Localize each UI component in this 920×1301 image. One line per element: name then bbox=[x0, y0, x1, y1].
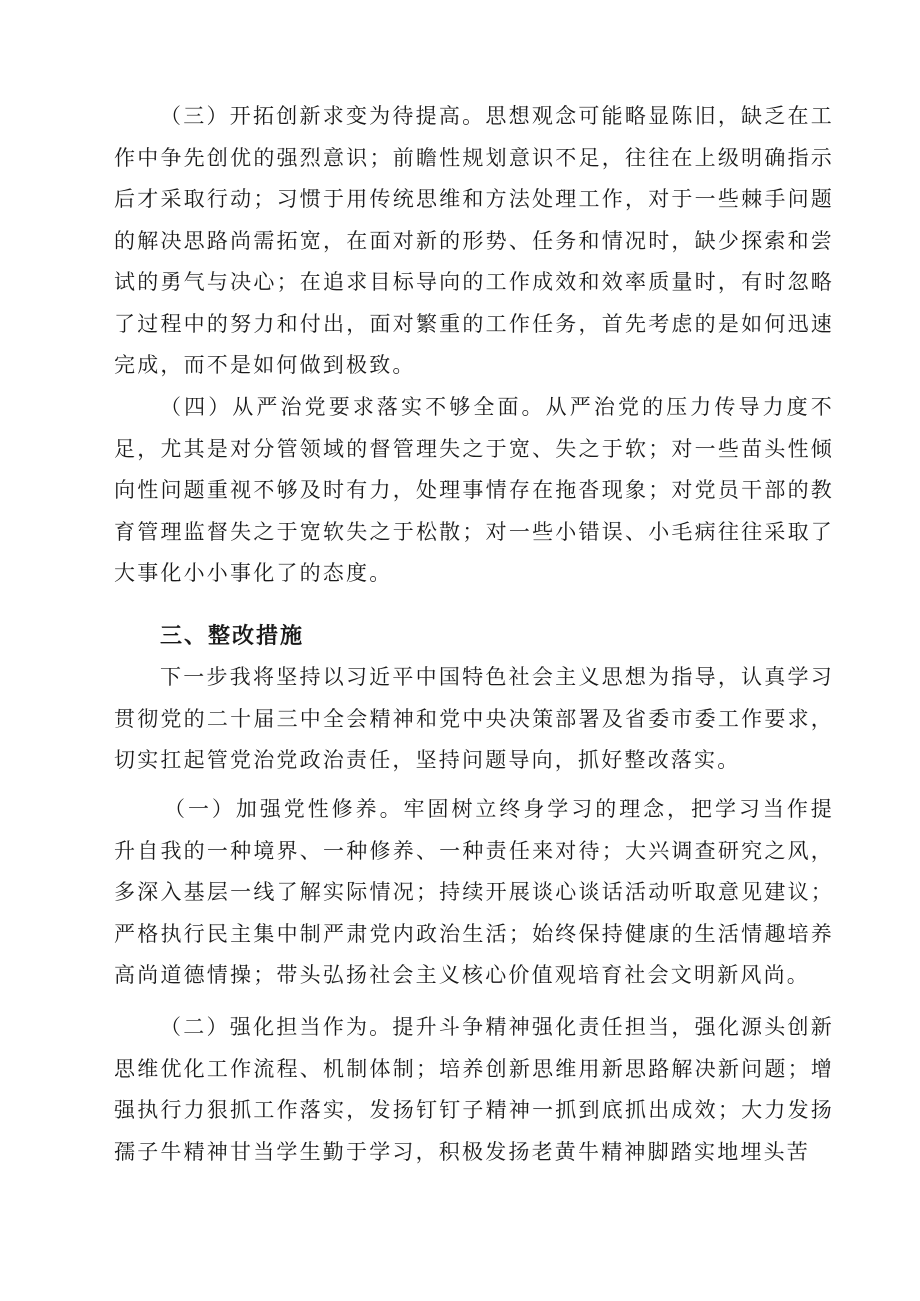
section-heading-rectification: 三、整改措施 bbox=[160, 624, 305, 649]
paragraph-party-spirit: （一）加强党性修养。牢固树立终身学习的理念，把学习当作提升自我的一种境界、一种修养、一种责任来对待；大兴调查研究之风，多深入基层一线了解实际情况；持续开展谈心谈话活动听取意见建议；严格执行民主集中制严肃党内政治生活；始终保持健康的生活情趣培养高尚道德情操；带头弘扬社会主义核心价值观培育社会文明新风尚。 bbox=[114, 797, 834, 987]
paragraph-rectification-intro: 下一步我将坚持以习近平中国特色社会主义思想为指导，认真学习贯彻党的二十届三中全会精神和党中央决策部署及省委市委工作要求，切实扛起管党治党政治责任，坚持问题导向，抓好整改落实。 bbox=[114, 665, 834, 772]
paragraph-innovation: （三）开拓创新求变为待提高。思想观念可能略显陈旧，缺乏在工作中争先创优的强烈意识；前瞻性规划意识不足，往往在上级明确指示后才采取行动；习惯于用传统思维和方法处理工作，对于一些棘手问题的解决思路尚需拓宽，在面对新的形势、任务和情况时，缺少探索和尝试的勇气与决心；在追求目标导向的工作成效和效率质量时，有时忽略了过程中的努力和付出，面对繁重的工作任务，首先考虑的是如何迅速完成，而不是如何做到极致。 bbox=[114, 104, 834, 377]
paragraph-responsibility: （二）强化担当作为。提升斗争精神强化责任担当，强化源头创新思维优化工作流程、机制体制；培养创新思维用新思路解决新问题；增强执行力狠抓工作落实，发扬钉钉子精神一抓到底抓出成效；大力发扬孺子牛精神甘当学生勤于学习，积极发扬老黄牛精神脚踏实地埋头苦 bbox=[114, 1015, 834, 1164]
paragraph-party-discipline: （四）从严治党要求落实不够全面。从严治党的压力传导力度不足，尤其是对分管领域的督管理失之于宽、失之于软；对一些苗头性倾向性问题重视不够及时有力，处理事情存在拖沓现象；对党员干部的教育管理监督失之于宽软失之于松散；对一些小错误、小毛病往往采取了大事化小小事化了的态度。 bbox=[114, 395, 834, 585]
